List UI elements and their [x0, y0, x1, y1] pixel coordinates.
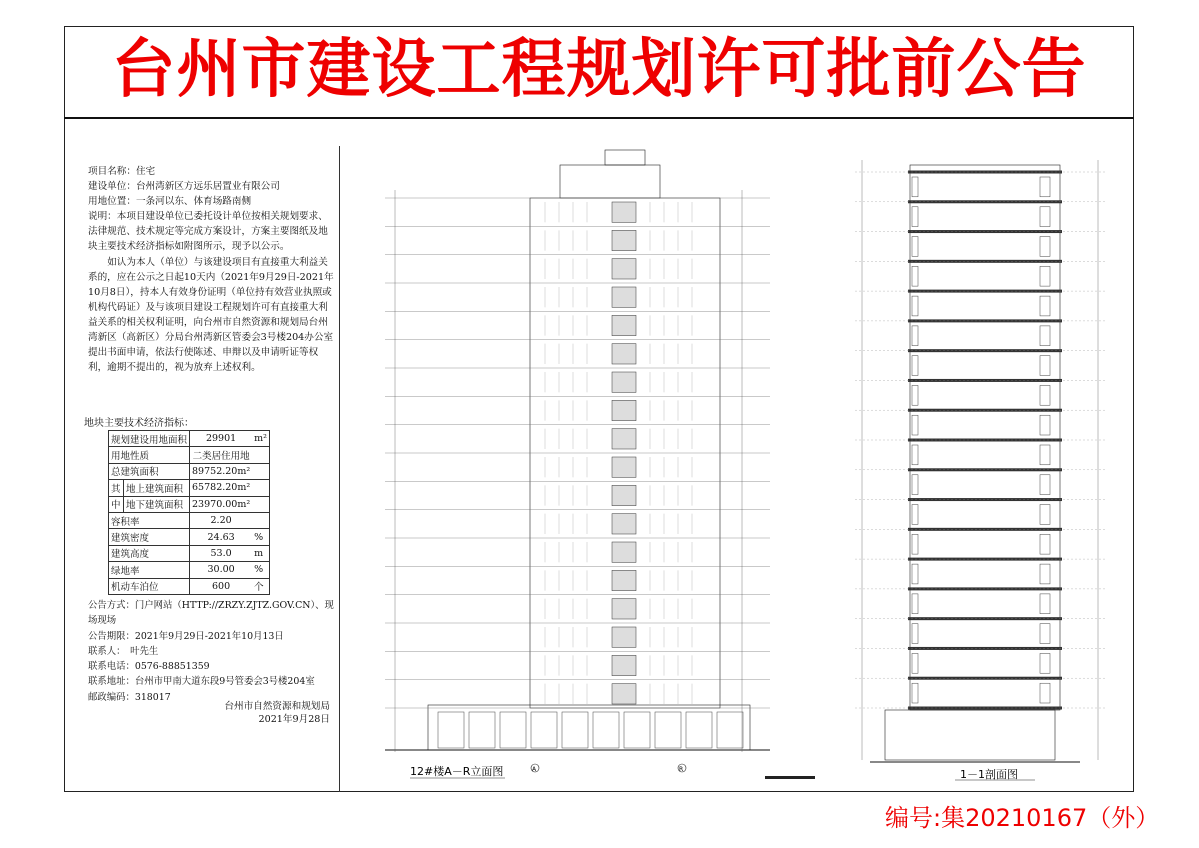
elevation-window — [612, 202, 636, 222]
elevation-window — [612, 655, 636, 675]
project-builder: 建设单位：台州湾新区方远乐居置业有限公司 — [88, 181, 280, 193]
section-window — [1040, 475, 1050, 495]
section-door — [912, 385, 918, 405]
indicator-label: 绿地率 — [109, 562, 190, 578]
indicator-value: 二类居住用地 — [190, 447, 253, 463]
notice-title: 台州市建设工程规划许可批前公告 — [111, 33, 1087, 107]
section-door — [912, 356, 918, 376]
section-window — [1040, 296, 1050, 316]
elevation-window — [612, 599, 636, 619]
section-door — [912, 534, 918, 554]
elevation-shopfront — [469, 712, 495, 748]
section-window — [1040, 624, 1050, 644]
elevation-stair-roof — [605, 150, 645, 165]
info-phone: 联系电话：0576-88851359 — [88, 661, 210, 673]
section-window — [1040, 653, 1050, 673]
section-drawing — [855, 160, 1105, 780]
project-location: 用地位置：一条河以东、体育场路南侧 — [88, 196, 252, 208]
section-door — [912, 475, 918, 495]
info-contact: 联系人： 叶先生 — [88, 645, 159, 657]
elevation-window — [612, 684, 636, 704]
section-door — [912, 624, 918, 644]
section-window — [1040, 445, 1050, 465]
elevation-drawing — [385, 150, 815, 779]
elevation-shopfront — [531, 712, 557, 748]
section-window — [1040, 177, 1050, 197]
info-period: 公告期限：2021年9月29日-2021年10月13日 — [88, 630, 284, 642]
indicator-label: 总建筑面积 — [109, 463, 190, 479]
indicator-label: 建筑高度 — [109, 545, 190, 561]
indicator-unit: % — [252, 562, 269, 578]
indicator-label: 地下建筑面积 — [124, 496, 190, 512]
section-window — [1040, 385, 1050, 405]
elevation-window — [612, 344, 636, 364]
indicator-value: 2.20 — [190, 512, 253, 528]
elevation-window — [612, 485, 636, 505]
elevation-shopfront — [438, 712, 464, 748]
section-door — [912, 237, 918, 257]
indicator-value: 53.0 — [190, 545, 253, 561]
elevation-window — [612, 457, 636, 477]
elevation-window — [612, 514, 636, 534]
indicator-value: 89752.20m² — [190, 463, 253, 479]
section-outline — [910, 165, 1060, 710]
section-door — [912, 594, 918, 614]
indicator-unit: m² — [252, 431, 269, 447]
indicator-value: 24.63 — [190, 529, 253, 545]
section-window — [1040, 237, 1050, 257]
elevation-shopfront — [655, 712, 681, 748]
elevation-window — [612, 259, 636, 279]
indicator-unit: m — [252, 545, 269, 561]
section-door — [912, 296, 918, 316]
section-door — [912, 445, 918, 465]
section-window — [1040, 594, 1050, 614]
indicator-value: 29901 — [190, 431, 253, 447]
scale-bar — [765, 776, 815, 779]
section-door — [912, 505, 918, 525]
elevation-shopfront — [562, 712, 588, 748]
elevation-shopfront — [593, 712, 619, 748]
elevation-window — [612, 570, 636, 590]
indicator-label: 建筑密度 — [109, 529, 190, 545]
section-window — [1040, 356, 1050, 376]
project-desc: 说明：本项目建设单位已委托设计单位按相关规划要求、法律规范、技术规定等完成方案设计，方案主要图纸及地块主要技术经济指标如附图所示，现予以公示。 — [88, 211, 328, 253]
indicator-unit: 个 — [252, 578, 269, 594]
elevation-shopfront — [624, 712, 650, 748]
section-label: 1－1剖面图 — [960, 768, 1018, 781]
indicator-group-label: 中 — [109, 496, 124, 512]
indicator-value: 23970.00m² — [190, 496, 253, 512]
indicator-value: 600 — [190, 578, 253, 594]
elevation-axis-r: R — [679, 766, 684, 773]
section-door — [912, 564, 918, 584]
indicator-label: 规划建设用地面积 — [109, 431, 190, 447]
info-address: 联系地址：台州市甲南大道东段9号管委会3号楼204室 — [88, 676, 315, 688]
section-window — [1040, 683, 1050, 703]
section-basement — [885, 710, 1055, 760]
section-door — [912, 683, 918, 703]
indicator-label: 机动车泊位 — [109, 578, 190, 594]
elevation-window — [612, 372, 636, 392]
indicator-value: 30.00 — [190, 562, 253, 578]
indicator-value: 65782.20m² — [190, 480, 253, 496]
section-window — [1040, 207, 1050, 227]
project-name: 项目名称：住宅 — [88, 166, 156, 177]
elevation-shopfront — [717, 712, 743, 748]
section-window — [1040, 564, 1050, 584]
document-number: 编号:集20210167（外） — [885, 804, 1160, 832]
elevation-window — [612, 429, 636, 449]
section-window — [1040, 415, 1050, 435]
section-door — [912, 207, 918, 227]
section-window — [1040, 505, 1050, 525]
section-door — [912, 177, 918, 197]
section-window — [1040, 326, 1050, 346]
elevation-window — [612, 627, 636, 647]
section-door — [912, 326, 918, 346]
project-notice: 如认为本人（单位）与该建设项目有直接重大利益关系的，应在公示之日起10天内（2021年9月29日-2021年10月8日），持本人有效身份证明（单位持有效营业执照或机构代码证）及与该项目建设工程规划许可有直接重大利益关系的相关权利证明，向台州市自然资源和规划局台州湾新区（高新区）分局台州湾新区管委会3号楼204办公室提出书面申请，依法行使陈述、申辩以及申请听证等权利，逾期不提出的，视为放弃上述权利。 — [88, 256, 334, 374]
elevation-shopfront — [686, 712, 712, 748]
elevation-window — [612, 400, 636, 420]
section-door — [912, 415, 918, 435]
indicator-label: 用地性质 — [109, 447, 190, 463]
indicator-label: 地上建筑面积 — [124, 480, 190, 496]
elevation-window — [612, 542, 636, 562]
indicator-unit: % — [252, 529, 269, 545]
section-window — [1040, 266, 1050, 286]
elevation-window — [612, 230, 636, 250]
elevation-window — [612, 287, 636, 307]
signature-org: 台州市自然资源和规划局 — [224, 701, 330, 712]
section-door — [912, 266, 918, 286]
indicator-group-label: 其 — [109, 480, 124, 496]
signature-date: 2021年9月28日 — [258, 714, 330, 725]
indicator-title: 地块主要技术经济指标： — [84, 418, 194, 429]
section-door — [912, 653, 918, 673]
elevation-roof — [560, 165, 660, 198]
elevation-label: 12#楼A－R立面图 — [410, 765, 504, 778]
elevation-axis-a: A — [532, 766, 537, 773]
indicator-label: 容积率 — [109, 512, 190, 528]
elevation-window — [612, 315, 636, 335]
info-postcode: 邮政编码：318017 — [88, 691, 171, 703]
section-window — [1040, 534, 1050, 554]
info-method: 公告方式：门户网站（HTTP://ZRZY.ZJTZ.GOV.CN）、现场现场 — [88, 600, 334, 627]
elevation-shopfront — [500, 712, 526, 748]
